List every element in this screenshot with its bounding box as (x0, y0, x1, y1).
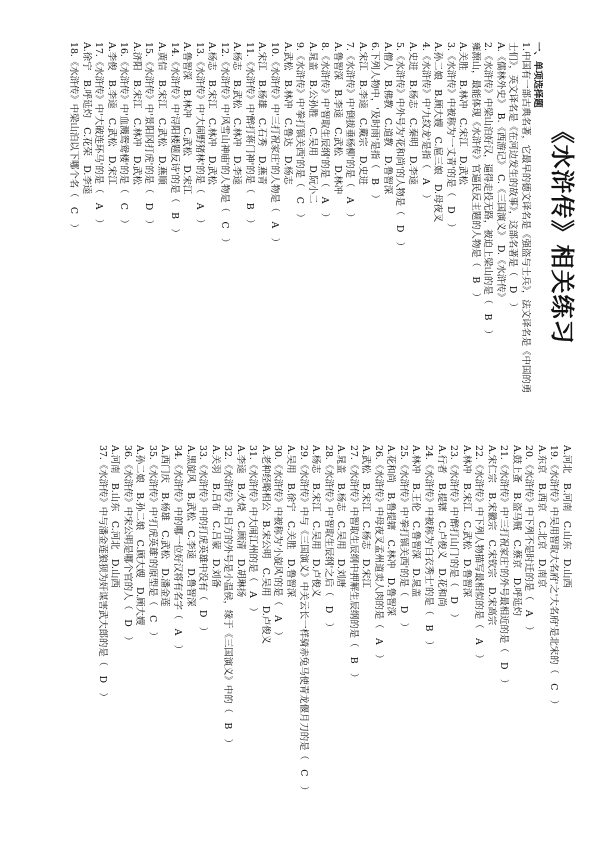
question-line: 32.《水浒传》中吕方的外号是小温侯，缘于《三国演义》中的（ B ） (222, 445, 234, 749)
question-line: 14.《水浒传》中'浔阳楼题反诗'的是（ B ） (168, 42, 180, 238)
question-line: 7.《水浒传》中'倒拔垂杨柳'的是（ A ） (344, 42, 356, 223)
question-line: A.晁盖 B.公孙胜 C.吴用 D.阮小二 (306, 42, 318, 204)
question-line: A.鲁智深 B.林冲 C.武松 D.宋江 (181, 42, 193, 195)
question-line: A.杨志 B.宋江 C.吴用 D.卢俊义 (310, 445, 322, 598)
question-line: 22.《水浒传》中下列人物描写最相似的是（ A ） (473, 445, 485, 664)
question-line: 6.下列人物中，'及时雨'是指（ B ） (369, 42, 381, 204)
question-line: 1.中国有一部古典名著，它最早的德文译名是《强盗与士兵》，法文译名是《中国的勇 (519, 42, 531, 394)
question-line: 15.《水浒传》中'景阳冈打虎'的是（ D ） (143, 42, 155, 229)
question-line: 21.《水浒传》中'三打祝家庄'的外号最相近的是（ D ） (498, 445, 510, 689)
question-line: A.《儒林外史》 B.《西游记》 C.《三国演义》 D.《水浒传》 (494, 42, 506, 302)
question-line: A.济阳 B.宋江 C.林冲 D.武松 (130, 42, 142, 185)
question-line: 4.《水浒传》中'九纹龙'是指（ A ） (419, 42, 431, 204)
question-line: 雍源山，最能体现《水浒传》官逼民反主题的人物是（ B ） (469, 42, 481, 303)
question-line: A.宋仁宗 B.宋徽宗 C.宋钦宗 D.宋高宗 (485, 445, 497, 626)
question-line: 27.《水浒传》中智取生辰纲中押解生辰纲的是（ B ） (347, 445, 359, 683)
question-line: 3.《水浒传》中被称为'一丈青'的是（ D ） (444, 42, 456, 233)
question-line: 35.《水浒传》中'打虎英雄'的原型是（ C ） (146, 445, 158, 641)
question-line: A.宋江 B.李逵 C.戴宗 D.史进 (356, 42, 368, 185)
question-line: A.武松 B.宋江 C.杨志 D.宋江 (360, 445, 372, 588)
question-line: 18.《水浒传》中梁山泊以下哪个名（ C ） (68, 42, 80, 233)
question-line: A.林冲 B.宋江 C.武松 D.鲁智深 (460, 445, 472, 598)
left-column (67, 42, 577, 422)
question-line: A.杨志 B.武松 C.林冲 D.李逵 (231, 42, 243, 185)
question-line: 24.《水浒传》中被称为'白衣秀士'的是（ B ） (422, 445, 434, 651)
question-line: 31.《水浒传》中大闹江州的是（ A ） (247, 445, 259, 617)
question-line: A.黑旋风 B.武松 C.李逵 D.鲁智深 (184, 445, 196, 607)
right-column (95, 445, 572, 825)
question-line: 士们》，英文译名是《在河边发生的故事》，这部名著是（ D ） (507, 42, 519, 313)
question-line: 10.《水浒传》中'三打祝家庄'的人物是（ A ） (268, 42, 280, 247)
left-question-list (67, 42, 531, 422)
question-line: A.关羽 B.吕布 C.吕蒙 D.刘备 (209, 445, 221, 588)
question-line: 16.《水浒传》中'血溅鸳鸯楼'的是（ C ） (118, 42, 130, 229)
question-line: 28.《水浒传》中'智取生辰纲'之后（ D ） (322, 445, 334, 632)
question-line: 34.《水浒传》中的哪一位好汉将有名字（ A ） (172, 445, 184, 655)
question-line: 5.《水浒传》中外号为'花和尚'的人物是（ D ） (394, 42, 406, 252)
document-title: 《水浒传》相关练习 (548, 119, 577, 345)
question-line: A.鲁智深 B.李逵 C.武松 D.林冲 (331, 42, 343, 195)
question-line: A.李逵 B.火烧 C.顾清 D.胡琳扬 (234, 445, 246, 598)
question-line: A.李俊 B.李逵 C.武松 D.宋江 (105, 42, 117, 185)
question-line: A.西门庆 B.杨雄 C.武松 D.潘金莲 (159, 445, 171, 607)
question-line: A.杨志 B.宋江 C.林冲 D.武松 (206, 42, 218, 185)
question-line: A.宋江 B.杨雄 C.石秀 D.燕青 (256, 42, 268, 185)
question-line: A.花和尚 B.鲁提辖 C.林冲 D.鲁智深 (385, 445, 397, 616)
question-line: 9.《水浒传》中'拳打镇关西'的是（ C ） (294, 42, 306, 223)
question-line: A.鼓上蚤 B.盗马贼 C.蔡京 D.呼延灼 (510, 445, 522, 616)
question-line: 8.《水浒传》中'智取生辰纲'的是（ A ） (319, 42, 331, 223)
question-line: 30.《水浒传》中被称为'小旋风'的是（ A ） (272, 445, 284, 641)
question-line: 29.《水浒传》中与《三国演义》中关云长一样骑赤兔马使青龙偃月刀的是（ C ） (297, 445, 309, 796)
question-line: A.徐宁 B.呼延灼 C.花荣 D.李逵 (80, 42, 92, 195)
question-line: A.河北 B.河南 C.山东 D.山西 (561, 445, 572, 588)
question-line: 36.《水浒传》中宋公明是哪个官的人（ D ） (121, 445, 133, 646)
question-line: 26.《水浒传》中母夜叉孟州道卖人肉的是（ A ） (372, 445, 384, 664)
question-line: A.晁盖 B.杨志 C.吴用 D.刘唐 (335, 445, 347, 588)
section-heading: 一、单项选择题 (532, 42, 544, 108)
question-line: 37.《水浒传》中与潘金莲狼狈为奸谋害武大郎的是（ D ） (96, 445, 108, 702)
question-line: 12.《水浒传》中'风雪山神庙'的人物是（ C ） (218, 42, 230, 248)
question-line: 13.《水浒传》中'大闹野猪林'的是（ A ） (193, 42, 205, 229)
question-line: 19.《水浒传》中吴用智取大名府'之'大名府'是北宋的（ C ） (548, 445, 560, 710)
question-line: A.史进 B.杨志 C.秦明 D.李逵 (406, 42, 418, 185)
question-line: A.老种经略相公 B.宋公明 C.吴用 D.卢俊义 (259, 445, 271, 644)
question-line: A.东京 B.西京 C.北京 D.南京 (535, 445, 547, 588)
question-line: A.关胜 B.林冲 C.宋江 D.武松 (457, 42, 469, 185)
question-line: 11.《水浒传》中'醉打蒋门神'的是（ B ） (243, 42, 255, 229)
question-line: 33.《水浒传》中的打虎英雄中没有（ D ） (197, 445, 209, 637)
question-line: 20.《水浒传》中下列不是时迁的是（ A ） (523, 445, 535, 636)
right-question-list (95, 445, 572, 825)
question-line: 25.《水浒传》中'拳打镇关西'的是（ D ） (397, 445, 409, 632)
question-line: A.吴用 B.徐宁 C.关胜 D.鲁智深 (284, 445, 296, 598)
question-line: A.孙二娘 B.顾大嫂 C.扈三娘 D.母夜叉 (432, 42, 444, 223)
question-line: 17.《水浒传》中'大破连环马'的是（ A ） (93, 42, 105, 229)
question-line: A.河南 B.山东 C.河北 D.山西 (109, 445, 121, 588)
question-line: A.孙二娘 B.孙二娘 C.顾大嫂 D.顾大嫂 (134, 445, 146, 626)
question-line: A.林冲 B.王伦 C.鲁智深 D.晁盖 (410, 445, 422, 598)
question-line: A.黄信 B.宋江 C.武松 D.燕顺 (156, 42, 168, 185)
question-line: A.武松 B.林冲 C.鲁达 D.杨志 (281, 42, 293, 185)
question-line: 2.《水浒传》中梁山泊好汉，逼得走投无路，被迫上梁山的是（ B ） (482, 42, 494, 340)
question-line: A.行者 B.提辖 C.卢俊义 D.花和尚 (435, 445, 447, 607)
question-line: A.僧人 B.佛教 C.道教 D.鲁智深 (381, 42, 393, 195)
question-line: 23.《水浒传》中'醉打山门'的是（ D ） (448, 445, 460, 623)
